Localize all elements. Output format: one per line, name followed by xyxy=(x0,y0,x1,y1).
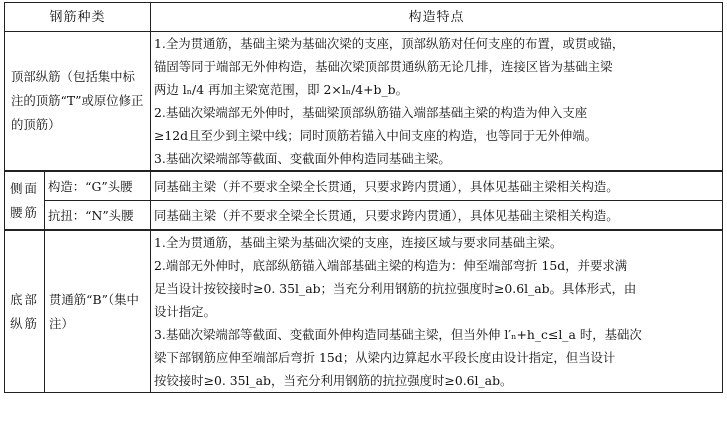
feature-line: 3.基础次梁端部等截面、变截面外伸构造同基础主梁。 xyxy=(154,151,451,166)
table-row-side-n xyxy=(5,201,723,231)
feature-line: 按铰接时≥0. 35l_ab，当充分利用钢筋的抗拉强度时≥0.6l_ab。 xyxy=(154,373,513,388)
category-side-rebar: 侧面腰筋 xyxy=(5,171,45,230)
feature-line: 1.全为贯通筋，基础主梁为基础次梁的支座，顶部纵筋对任何支座的布置，或贯或锚， xyxy=(154,36,625,51)
feature-bottom-rebar xyxy=(151,230,723,393)
side-rebar-label-n: 抗扭：“N”头腰 xyxy=(45,201,151,231)
feature-line: 梁下部钢筋应伸至端部后弯折 15d；从梁内边算起水平段长度由设计指定，但当设计 xyxy=(154,350,616,365)
table-row-top-rebar xyxy=(5,32,723,172)
side-rebar-label-g: 构造：“G”头腰 xyxy=(45,171,151,201)
table-row-bottom-rebar xyxy=(5,230,723,393)
category-top-rebar: 顶部纵筋（包括集中标注的顶筋“T”或原位修正的顶筋） xyxy=(5,32,151,172)
feature-top-rebar xyxy=(151,32,723,172)
feature-line: 3.基础次梁端部等截面、变截面外伸构造同基础主梁，但当外伸 l′ₙ+h_c≤l_a 时，基础次 xyxy=(154,327,642,342)
header-construction-feature: 构造特点 xyxy=(151,3,723,32)
bottom-rebar-sublabel: 贯通筋“B”（集中注） xyxy=(45,230,151,393)
category-bottom-rebar: 底部纵筋 xyxy=(5,230,45,393)
side-rebar-text-n: 同基础主梁（并不要求全梁全长贯通，只要求跨内贯通），具体见基础主梁相关构造。 xyxy=(151,201,723,231)
side-rebar-text-g: 同基础主梁（并不要求全梁全长贯通，只要求跨内贯通），具体见基础主梁相关构造。 xyxy=(151,171,723,201)
feature-line: 足当设计按铰接时≥0. 35l_ab；当充分利用钢筋的抗拉强度时≥0.6l_ab。具体形式，由 xyxy=(154,281,637,296)
feature-line: 设计指定。 xyxy=(154,304,216,319)
feature-line: 1.全为贯通筋，基础主梁为基础次梁的支座，连接区域与要求同基础主梁。 xyxy=(154,235,563,250)
feature-line: 两边 lₙ/4 再加主梁宽范围，即 2×lₙ/4+b_b。 xyxy=(154,82,408,97)
feature-line: 锚固等同于端部无外伸构造，基础次梁顶部贯通纵筋无论几排，连接区皆为基础主梁 xyxy=(154,59,613,74)
rebar-spec-table xyxy=(4,2,723,393)
table-header-row xyxy=(5,3,723,32)
feature-line: ≥12d且至少到主梁中线；同时顶筋若锚入中间支座的构造，也等同于无外伸端。 xyxy=(154,128,597,143)
header-rebar-type: 钢筋种类 xyxy=(5,3,151,32)
feature-line: 2.基础次梁端部无外伸时，基础梁顶部纵筋锚入端部基础主梁的构造为伸入支座 xyxy=(154,105,588,120)
table-row-side-g xyxy=(5,171,723,201)
feature-line: 2.端部无外伸时，底部纵筋锚入端部基础主梁的构造为：伸至端部弯折 15d，并要求满 xyxy=(154,258,628,273)
